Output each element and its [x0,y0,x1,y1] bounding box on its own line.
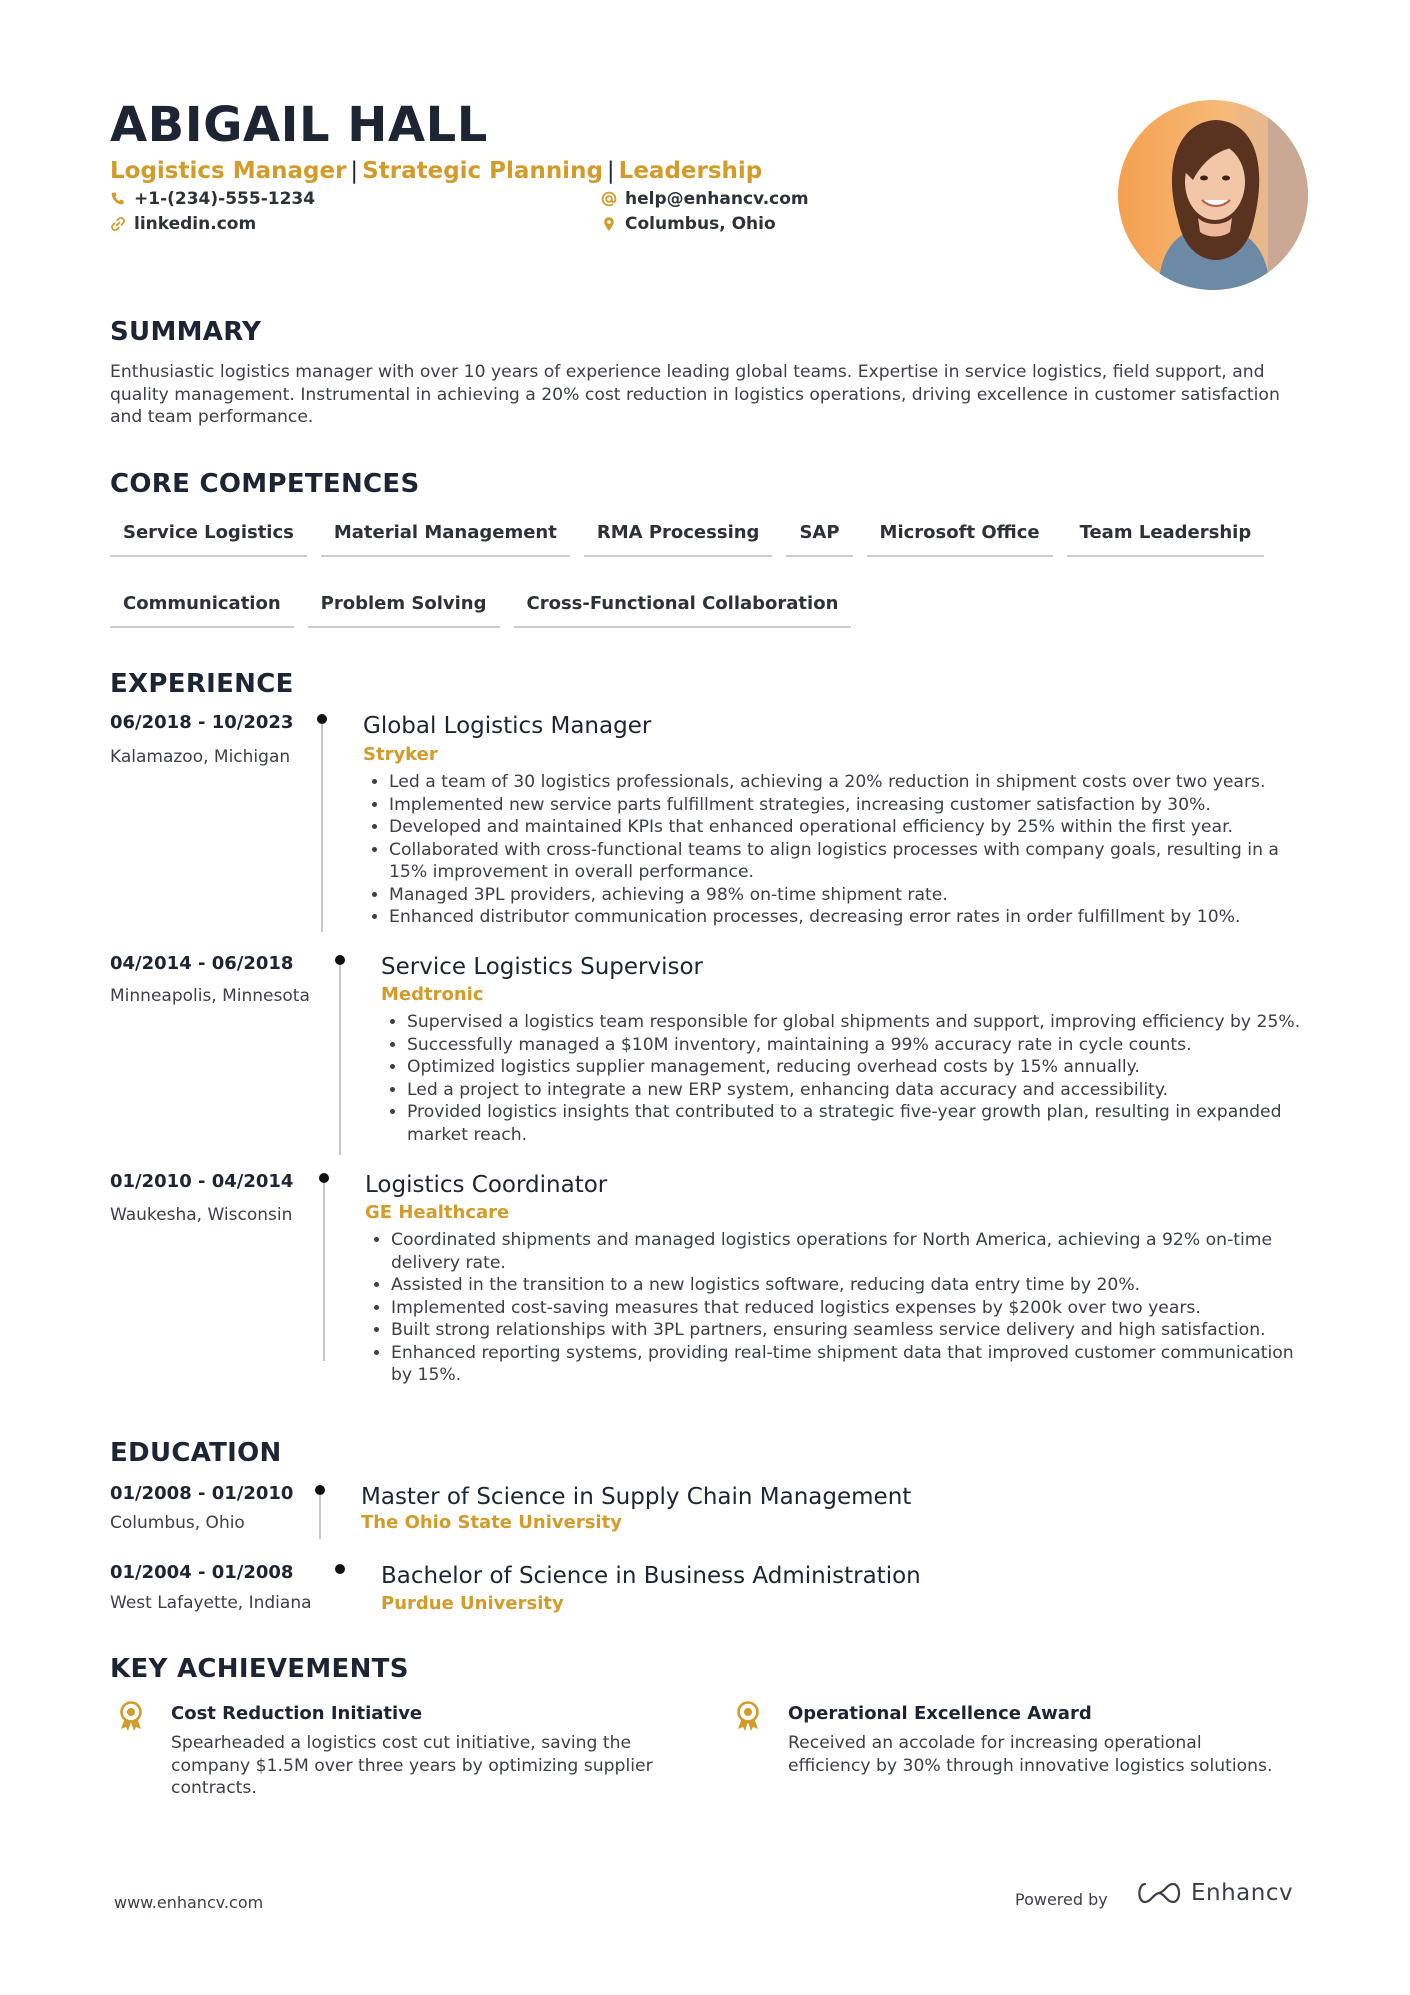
summary-text: Enthusiastic logistics manager with over 10 years of experience leading global teams. Expertise in service logistics, field support, and quality management. Instrumental in achieving a 20% cost reduction in logistics operations, driving excellence in customer satisfaction and team performance. [110,362,1280,427]
skill-tag: Microsoft Office [867,508,1053,557]
headline-separator: | [350,158,359,184]
achievement-item [118,1701,698,1801]
achievement-title: Operational Excellence Award [788,1703,1092,1724]
job-title: Logistics Coordinator [365,1172,608,1198]
company-name: Stryker [363,744,438,765]
skills-list [110,508,1310,628]
job-bullets [365,1229,1300,1387]
job-bullet: • Developed and maintained KPIs that enhanced operational efficiency by 25% within the first year. [389,816,1303,839]
skill-tag: Material Management [321,508,570,557]
job-bullet: • Coordinated shipments and managed logistics operations for North America, achieving a 92% on-time delivery rate. [391,1229,1300,1274]
skill-tag: Team Leadership [1067,508,1265,557]
at-sign-icon [601,191,617,207]
entry-dates: 04/2014 - 06/2018 [110,953,294,974]
skill-tag: Cross-Functional Collaboration [514,579,852,628]
entry-location: Kalamazoo, Michigan [110,747,291,767]
section-title-competences: CORE COMPETENCES [110,469,420,499]
entry-dates: 01/2004 - 01/2008 [110,1562,294,1583]
phone-icon [110,191,126,207]
job-bullet: • Led a project to integrate a new ERP system, enhancing data accuracy and accessibility. [407,1079,1311,1102]
company-name: GE Healthcare [365,1202,510,1223]
section-title-education: EDUCATION [110,1438,282,1468]
degree-title: Master of Science in Supply Chain Management [361,1484,912,1510]
skill-tag: SAP [786,508,852,557]
job-bullet: • Implemented cost-saving measures that reduced logistics expenses by $200k over two years. [391,1297,1300,1320]
job-bullets [381,1011,1311,1146]
headline-part: Logistics Manager [110,158,347,184]
experience-entry [110,712,1310,942]
job-bullet: • Implemented new service parts fulfillment strategies, increasing customer satisfaction by 30%. [389,794,1303,817]
timeline-dot [335,1564,345,1574]
headline-separator: | [606,158,615,184]
contact-phone[interactable] [110,188,315,210]
skill-tag: Service Logistics [110,508,307,557]
entry-dates: 01/2008 - 01/2010 [110,1483,294,1504]
email-address: help@enhancv.com [625,189,809,209]
award-icon [118,1701,144,1731]
job-bullet: • Provided logistics insights that contributed to a strategic five-year growth plan, resulting in expanded market reach. [407,1101,1311,1146]
section-title-achievements: KEY ACHIEVEMENTS [110,1654,409,1684]
experience-entry [110,953,1310,1163]
location-text: Columbus, Ohio [625,214,776,234]
entry-dates: 06/2018 - 10/2023 [110,712,294,733]
education-entry [110,1483,1310,1553]
entry-location: Waukesha, Wisconsin [110,1205,293,1225]
timeline-dot [317,714,327,724]
skill-tag: RMA Processing [584,508,773,557]
contact-linkedin[interactable] [110,213,256,235]
enhancv-brand-text: Enhancv [1191,1880,1294,1906]
skill-tag: Communication [110,579,294,628]
linkedin-url: linkedin.com [134,214,257,234]
timeline-line [319,1495,321,1539]
contact-location [601,213,776,235]
achievement-description: Spearheaded a logistics cost cut initiative, saving the company $1.5M over three years by optimizing supplier contracts. [171,1733,653,1798]
job-bullet: • Led a team of 30 logistics professionals, achieving a 20% reduction in shipment costs over two years. [389,771,1303,794]
section-title-summary: SUMMARY [110,317,262,347]
headline [110,156,762,186]
entry-dates: 01/2010 - 04/2014 [110,1171,294,1192]
entry-location: Columbus, Ohio [110,1513,245,1533]
school-name: Purdue University [381,1593,564,1614]
job-bullet: • Collaborated with cross-functional teams to align logistics processes with company goals, resulting in a 15% improvement in overall performance. [389,839,1303,884]
company-name: Medtronic [381,984,484,1005]
job-bullet: • Managed 3PL providers, achieving a 98% on-time shipment rate. [389,884,1303,907]
entry-location: West Lafayette, Indiana [110,1593,312,1613]
award-icon [735,1701,761,1731]
timeline-line [321,724,323,932]
job-bullet: • Successfully managed a $10M inventory, maintaining a 99% accuracy rate in cycle counts. [407,1034,1311,1057]
degree-title: Bachelor of Science in Business Administration [381,1563,921,1589]
contact-email[interactable] [601,188,809,210]
job-bullet: • Supervised a logistics team responsible for global shipments and support, improving efficiency by 25%. [407,1011,1311,1034]
job-bullets [363,771,1303,929]
profile-photo [1118,100,1308,290]
entry-location: Minneapolis, Minnesota [110,986,310,1006]
section-title-experience: EXPERIENCE [110,669,294,699]
timeline-dot [335,955,345,965]
enhancv-logo-icon [1135,1880,1183,1906]
timeline-line [323,1183,325,1361]
timeline-dot [315,1485,325,1495]
timeline-dot [319,1173,329,1183]
enhancv-logo[interactable] [1135,1880,1293,1906]
job-title: Service Logistics Supervisor [381,954,704,980]
school-name: The Ohio State University [361,1512,622,1533]
job-bullet: • Built strong relationships with 3PL partners, ensuring seamless service delivery and high satisfaction. [391,1319,1300,1342]
footer-powered-by: Powered by [1015,1890,1108,1909]
achievement-description: Received an accolade for increasing operational efficiency by 30% through innovative logistics solutions. [788,1733,1273,1776]
achievement-title: Cost Reduction Initiative [171,1703,423,1724]
job-bullet: • Enhanced reporting systems, providing real-time shipment data that improved customer communication by 15%. [391,1342,1300,1387]
footer-website-link[interactable]: www.enhancv.com [114,1893,264,1912]
job-bullet: • Enhanced distributor communication processes, decreasing error rates in order fulfillment by 10%. [389,906,1303,929]
candidate-name: ABIGAIL HALL [110,97,488,153]
headline-part: Leadership [618,158,763,184]
timeline-line [339,965,341,1155]
job-bullet: • Assisted in the transition to a new logistics software, reducing data entry time by 20%. [391,1274,1300,1297]
achievement-item [735,1701,1315,1801]
education-entry [110,1562,1310,1632]
job-bullet: • Optimized logistics supplier management, reducing overhead costs by 15% annually. [407,1056,1311,1079]
phone-number: +1-(234)-555-1234 [134,189,316,209]
job-title: Global Logistics Manager [363,713,652,739]
headline-part: Strategic Planning [362,158,603,184]
map-pin-icon [601,216,617,232]
skill-tag: Problem Solving [308,579,500,628]
link-icon [110,216,126,232]
experience-entry [110,1171,1310,1385]
